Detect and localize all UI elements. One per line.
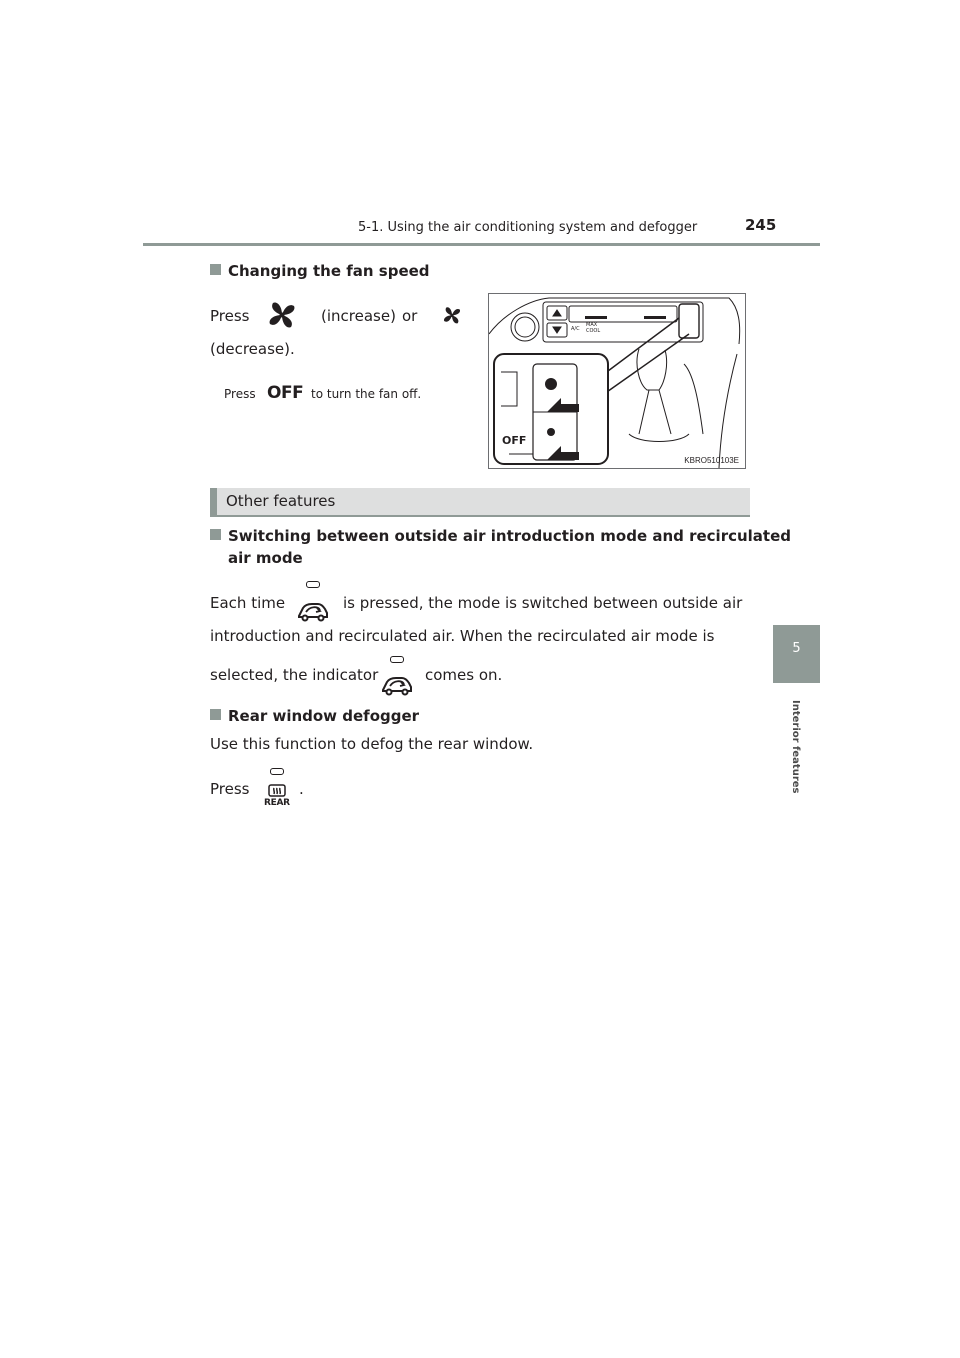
figure-code: KBRO510103E <box>684 456 739 465</box>
running-header: 5-1. Using the air conditioning system and defogger <box>358 220 698 235</box>
rear-label: REAR <box>264 798 290 808</box>
recirc-text-1b: is pressed, the mode is switched between outside air <box>343 594 743 612</box>
illustration-max-label: MAX <box>586 322 598 328</box>
fan-or-text: or <box>402 307 418 325</box>
fan-speed-heading-text: Changing the fan speed <box>228 262 430 280</box>
defog-heading <box>210 707 419 725</box>
defog-indicator-light <box>270 768 284 775</box>
fan-increase-text: (increase) <box>321 307 396 325</box>
chapter-label <box>783 700 813 794</box>
off-rest-text: to turn the fan off. <box>311 387 422 401</box>
defog-period: . <box>299 780 304 798</box>
illustration-off-label: OFF <box>502 434 527 447</box>
other-features-title: Other features <box>226 492 336 510</box>
recirc-text-2: introduction and recirculated air. When the recirculated air mode is <box>210 627 715 645</box>
recirc-text-3a: selected, the indicator <box>210 666 379 684</box>
illustration-ac-label: A/C <box>571 326 580 332</box>
climate-control-illustration <box>488 293 746 469</box>
bullet-square-icon <box>210 529 221 540</box>
other-features-bar <box>210 488 750 517</box>
defog-press-text: Press <box>210 780 250 798</box>
page-number: 245 <box>745 216 777 234</box>
recirc-car-icon-2 <box>380 674 414 700</box>
fan-press-text: Press <box>210 307 250 325</box>
illustration-cool-label: COOL <box>586 328 601 334</box>
fan-speed-heading <box>210 262 430 280</box>
defog-heading-text: Rear window defogger <box>228 707 420 725</box>
recirc-heading <box>210 527 791 545</box>
recirc-car-icon <box>296 600 330 626</box>
fan-small-icon <box>441 305 463 331</box>
off-press-text: Press <box>224 387 256 401</box>
header-divider <box>143 243 820 246</box>
bullet-square-icon <box>210 709 221 720</box>
climate-panel-drawing <box>489 294 745 468</box>
section-accent <box>210 488 217 517</box>
recirc-indicator-light <box>306 581 320 588</box>
chapter-tab: 5 <box>773 625 820 683</box>
recirc-text-1a: Each time <box>210 594 286 612</box>
chapter-label-text: Interior features <box>790 700 801 794</box>
bullet-square-icon <box>210 264 221 275</box>
defog-text: Use this function to defog the rear window. <box>210 735 534 753</box>
fan-large-icon <box>265 300 299 336</box>
recirc-heading-line1: Switching between outside air introduction mode and recirculated <box>228 527 792 545</box>
recirc-text-3b: comes on. <box>425 666 503 684</box>
off-button-icon: OFF <box>267 383 304 403</box>
recirc-heading-line2: air mode <box>228 549 303 567</box>
fan-decrease-text: (decrease). <box>210 340 295 358</box>
recirc-indicator-light-2 <box>390 656 404 663</box>
